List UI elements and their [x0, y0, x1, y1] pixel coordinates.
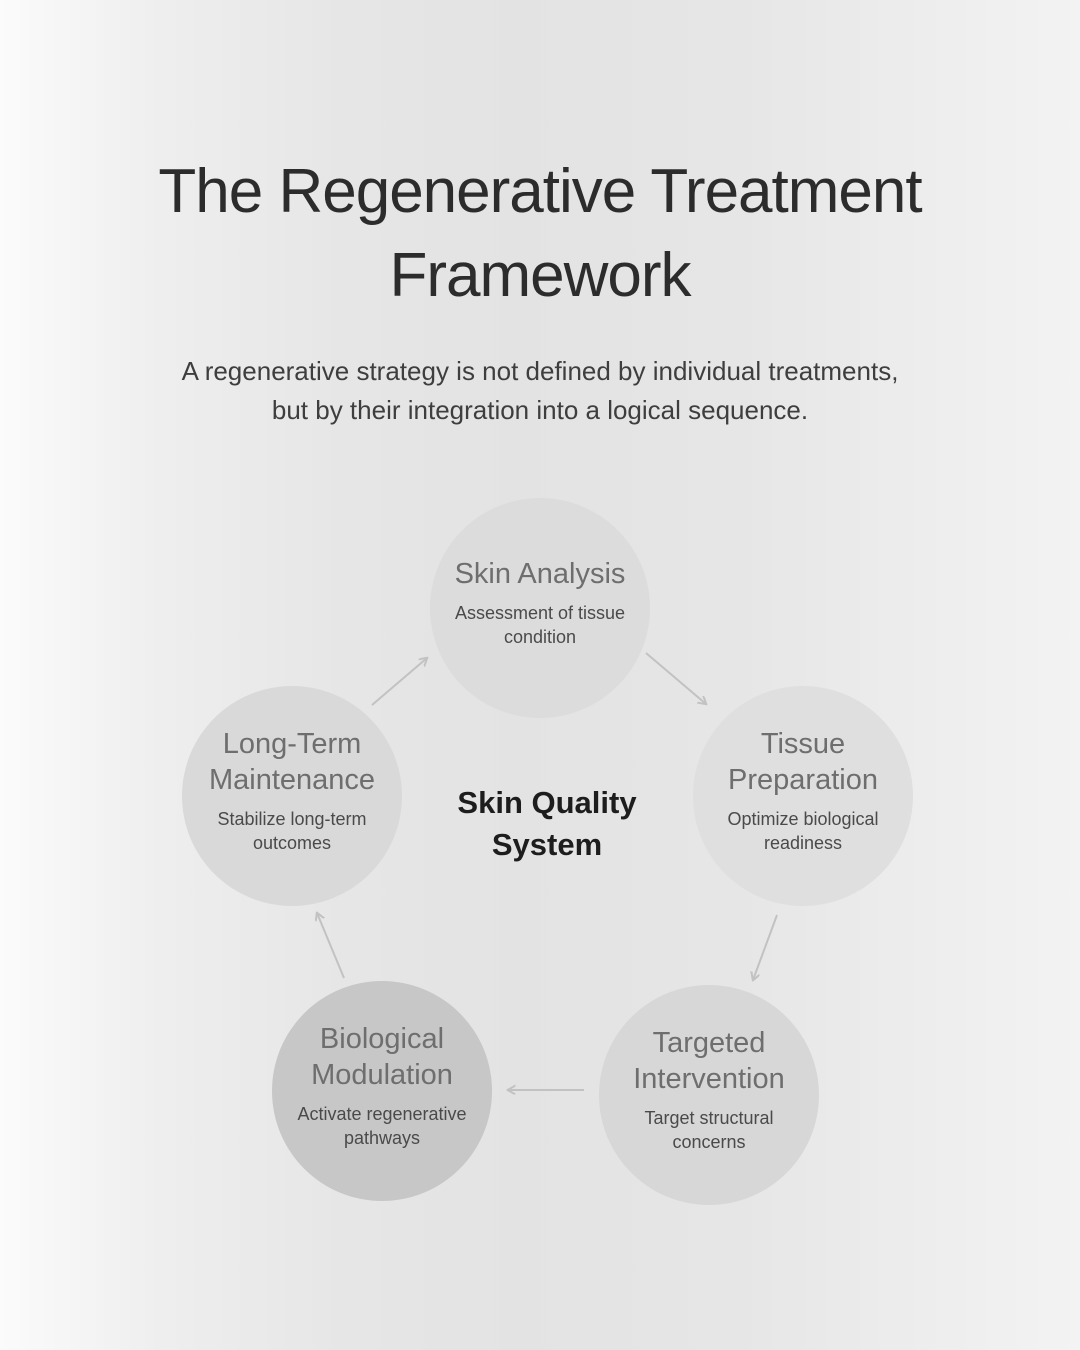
arrow-skin-analysis-to-tissue-preparation — [646, 653, 706, 704]
node-tissue-preparation — [693, 686, 913, 906]
node-long-term-maintenance — [182, 686, 402, 906]
node-biological-modulation-description: Activate regenerative pathways — [297, 1103, 467, 1148]
page-subtitle-line-2: but by their integration into a logical sequence. — [271, 395, 809, 425]
node-biological-modulation — [272, 981, 492, 1201]
center-label-line-1: Skin Quality — [457, 785, 637, 820]
arrow-tissue-preparation-to-targeted-intervention — [753, 915, 777, 980]
page-subtitle — [0, 352, 1080, 430]
page-subtitle-line-1: A regenerative strategy is not defined by individual treatments, — [181, 356, 899, 386]
node-long-term-maintenance-description: Stabilize long-term outcomes — [217, 808, 367, 853]
node-skin-analysis-title: Skin Analysis — [454, 557, 626, 590]
node-targeted-intervention-title: Targeted Intervention — [633, 1026, 785, 1095]
node-skin-analysis — [430, 498, 650, 718]
node-targeted-intervention — [599, 985, 819, 1205]
center-label — [457, 782, 636, 866]
node-tissue-preparation-title: Tissue Preparation — [728, 727, 878, 796]
node-long-term-maintenance-title: Long-Term Maintenance — [208, 727, 376, 796]
node-skin-analysis-description: Assessment of tissue condition — [454, 602, 626, 647]
center-label-line-2: System — [491, 827, 603, 862]
node-targeted-intervention-description: Target structural concerns — [644, 1107, 774, 1152]
node-tissue-preparation-description: Optimize biological readiness — [727, 808, 879, 853]
arrow-long-term-maintenance-to-skin-analysis — [372, 658, 427, 705]
arrow-biological-modulation-to-long-term-maintenance — [317, 913, 344, 978]
node-biological-modulation-title: Biological Modulation — [311, 1022, 453, 1091]
page-title: The Regenerative Treatment Framework — [158, 157, 922, 310]
